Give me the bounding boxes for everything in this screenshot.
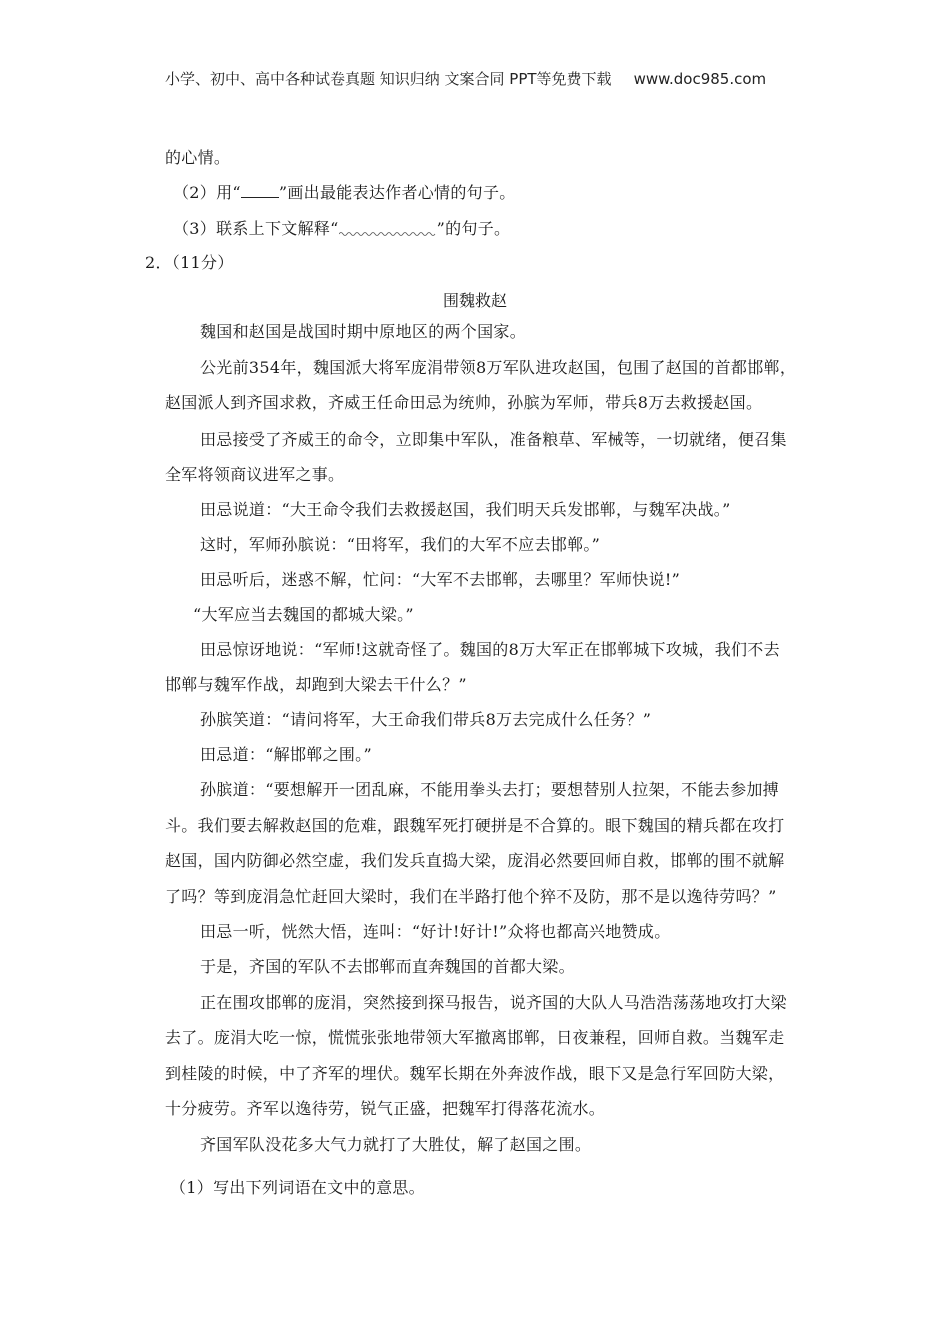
underline-blank (241, 183, 279, 198)
passage-line: 孙膑笑道：“请问将军，大王命我们带兵8万去完成什么任务？” (200, 710, 652, 729)
header-text: 小学、初中、高中各种试卷真题 知识归纳 文案合同 PPT等免费下载 (165, 70, 612, 88)
passage-line: 正在围攻邯郸的庞涓，突然接到探马报告，说齐国的大队人马浩浩荡荡地攻打大梁 (200, 993, 787, 1012)
passage-line: 邯郸与魏军作战，却跑到大梁去干什么？” (165, 675, 467, 694)
q2-number: 2．（11分） (145, 253, 234, 272)
wavy-underline-blank (339, 218, 437, 234)
passage-line: 于是，齐国的军队不去邯郸而直奔魏国的首都大梁。 (200, 957, 575, 976)
q1-sub2-after: ”画出最能表达作者心情的句子。 (278, 183, 516, 202)
passage-line: 去了。庞涓大吃一惊，慌慌张张地带领大军撤离邯郸，日夜兼程，回师自救。当魏军走 (165, 1028, 785, 1047)
q2-sub1: （1）写出下列词语在文中的意思。 (170, 1178, 425, 1197)
passage-line: 这时，军师孙膑说：“田将军，我们的大军不应去邯郸。” (200, 535, 601, 554)
passage-line: 田忌说道：“大王命令我们去救援赵国，我们明天兵发邯郸，与魏军决战。” (200, 500, 731, 519)
passage-line: 公光前354年，魏国派大将军庞涓带领8万军队进攻赵国，包围了赵国的首都邯郸， (200, 358, 797, 377)
q1-sub3 (173, 218, 510, 239)
passage-line: 魏国和赵国是战国时期中原地区的两个国家。 (200, 322, 527, 341)
passage-line: 全军将领商议进军之事。 (165, 465, 345, 484)
header-url: www.doc985.com (633, 70, 767, 88)
passage-line: 斗。我们要去解救赵国的危难，跟魏军死打硬拼是不合算的。眼下魏国的精兵都在攻打 (165, 816, 785, 835)
q1-sub3-after: ”的句子。 (436, 219, 511, 238)
page-header (165, 68, 805, 89)
passage-line: “大军应当去魏国的都城大梁。” (193, 605, 414, 624)
passage-line: 了吗？等到庞涓急忙赶回大梁时，我们在半路打他个猝不及防，那不是以逸待劳吗？” (165, 887, 777, 906)
q1-sub3-before: （3）联系上下文解释“ (173, 219, 339, 238)
passage-line: 田忌听后，迷惑不解，忙问：“大军不去邯郸，去哪里？军师快说!” (200, 570, 681, 589)
passage-line: 田忌一听，恍然大悟，连叫：“好计!好计!”众将也都高兴地赞成。 (200, 922, 671, 941)
passage-title: 围魏救赵 (442, 291, 507, 310)
passage-line: 赵国，国内防御必然空虚，我们发兵直捣大梁，庞涓必然要回师自救，邯郸的围不就解 (165, 851, 785, 870)
passage-line: 十分疲劳。齐军以逸待劳，锐气正盛，把魏军打得落花流水。 (165, 1099, 606, 1118)
passage-line: 田忌接受了齐威王的命令，立即集中军队，准备粮草、军械等，一切就绪，便召集 (200, 430, 787, 449)
passage-line: 孙膑道：“要想解开一团乱麻，不能用拳头去打；要想替别人拉架，不能去参加搏 (200, 780, 779, 799)
passage-line: 到桂陵的时候，中了齐军的埋伏。魏军长期在外奔波作战，眼下又是急行军回防大梁， (165, 1064, 785, 1083)
passage-line: 赵国派人到齐国求救，齐威王任命田忌为统帅，孙膑为军师，带兵8万去救援赵国。 (165, 393, 763, 412)
passage-line: 田忌道：“解邯郸之围。” (200, 745, 372, 764)
passage-line: 田忌惊讶地说：“军师!这就奇怪了。魏国的8万大军正在邯郸城下攻城，我们不去 (200, 640, 780, 659)
q1-sub2-before: （2）用“ (173, 183, 241, 202)
q1-sub2 (173, 183, 516, 203)
passage-line: 齐国军队没花多大气力就打了大胜仗，解了赵国之围。 (200, 1135, 592, 1154)
q1-line-continuation: 的心情。 (165, 148, 231, 167)
